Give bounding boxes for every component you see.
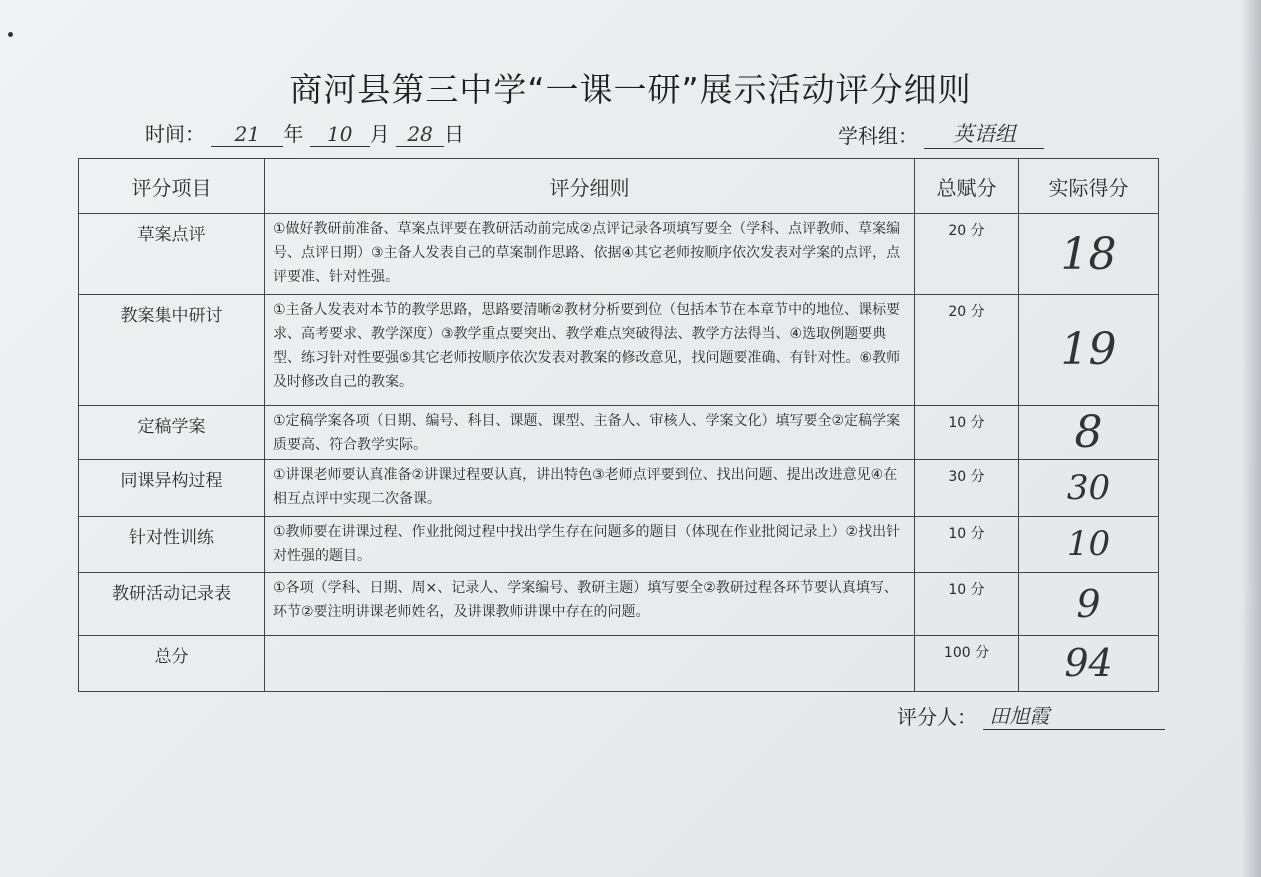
scoring-table bbox=[78, 158, 1159, 692]
table-row bbox=[79, 295, 1159, 406]
row-actual-score: 18 bbox=[1019, 214, 1159, 295]
subject-line bbox=[838, 118, 1044, 149]
date-label: 时间： bbox=[145, 122, 205, 146]
row-full-score: 10 分 bbox=[915, 405, 1019, 459]
total-rule bbox=[265, 635, 915, 691]
row-actual-score: 9 bbox=[1019, 573, 1159, 635]
row-item: 教案集中研讨 bbox=[79, 295, 265, 406]
table-row bbox=[79, 460, 1159, 516]
row-rule: ①做好教研前准备、草案点评要在教研活动前完成②点评记录各项填写要全（学科、点评教师、草案编号、点评日期）③主备人发表自己的草案制作思路、依据④其它老师按顺序依次发表对学案的点评，点评要准、针对性强。 bbox=[265, 214, 915, 295]
total-actual-score: 94 bbox=[1019, 635, 1159, 691]
header-item: 评分项目 bbox=[79, 159, 265, 214]
row-actual-score: 10 bbox=[1019, 516, 1159, 572]
row-rule: ①各项（学科、日期、周×、记录人、学案编号、教研主题）填写要全②教研过程各环节要认真填写、环节②要注明讲课老师姓名，及讲课教师讲课中存在的问题。 bbox=[265, 573, 915, 635]
table-row bbox=[79, 214, 1159, 295]
header-rule: 评分细则 bbox=[265, 159, 915, 214]
row-full-score: 30 分 bbox=[915, 460, 1019, 516]
table-row bbox=[79, 405, 1159, 459]
signature-value: 田旭霞 bbox=[983, 700, 1165, 730]
paper-edge-shadow bbox=[1241, 0, 1261, 877]
header-score: 实际得分 bbox=[1019, 159, 1159, 214]
signature-label: 评分人： bbox=[897, 705, 977, 729]
subject-value: 英语组 bbox=[924, 118, 1044, 149]
row-item: 同课异构过程 bbox=[79, 460, 265, 516]
row-full-score: 10 分 bbox=[915, 573, 1019, 635]
row-item: 草案点评 bbox=[79, 214, 265, 295]
header-full: 总赋分 bbox=[915, 159, 1019, 214]
row-item: 定稿学案 bbox=[79, 405, 265, 459]
row-full-score: 10 分 bbox=[915, 516, 1019, 572]
month-value: 10 bbox=[310, 122, 370, 147]
total-row bbox=[79, 635, 1159, 691]
date-line bbox=[145, 118, 464, 147]
row-actual-score: 19 bbox=[1019, 295, 1159, 406]
table-row bbox=[79, 573, 1159, 635]
row-full-score: 20 分 bbox=[915, 295, 1019, 406]
ink-dot bbox=[8, 32, 13, 37]
year-unit: 年 bbox=[283, 122, 304, 146]
total-full-score: 100 分 bbox=[915, 635, 1019, 691]
year-value: 21 bbox=[211, 122, 283, 147]
row-full-score: 20 分 bbox=[915, 214, 1019, 295]
row-rule: ①主备人发表对本节的教学思路，思路要清晰②教材分析要到位（包括本节在本章节中的地位、课标要求、高考要求、教学深度）③教学重点要突出、教学难点突破得法、教学方法得当、④选取例题要典型、练习针对性要强⑤其它老师按顺序依次发表对教案的修改意见，找问题要准确、有针对性。⑥教师及时修改自己的教案。 bbox=[265, 295, 915, 406]
header-row bbox=[79, 159, 1159, 214]
month-unit: 月 bbox=[369, 122, 390, 146]
row-rule: ①教师要在讲课过程、作业批阅过程中找出学生存在问题多的题目（体现在作业批阅记录上）②找出针对性强的题目。 bbox=[265, 516, 915, 572]
row-rule: ①定稿学案各项（日期、编号、科目、课题、课型、主备人、审核人、学案文化）填写要全②定稿学案质要高、符合教学实际。 bbox=[265, 405, 915, 459]
row-actual-score: 8 bbox=[1019, 405, 1159, 459]
day-unit: 日 bbox=[444, 122, 465, 146]
subject-label: 学科组： bbox=[838, 124, 918, 148]
signature-line bbox=[897, 700, 1165, 730]
day-value: 28 bbox=[396, 122, 444, 147]
row-actual-score: 30 bbox=[1019, 460, 1159, 516]
row-rule: ①讲课老师要认真准备②讲课过程要认真，讲出特色③老师点评要到位、找出问题、提出改进意见④在相互点评中实现二次备课。 bbox=[265, 460, 915, 516]
total-label: 总分 bbox=[79, 635, 265, 691]
row-item: 教研活动记录表 bbox=[79, 573, 265, 635]
row-item: 针对性训练 bbox=[79, 516, 265, 572]
page-title: 商河县第三中学“一课一研”展示活动评分细则 bbox=[289, 70, 972, 109]
table-row bbox=[79, 516, 1159, 572]
